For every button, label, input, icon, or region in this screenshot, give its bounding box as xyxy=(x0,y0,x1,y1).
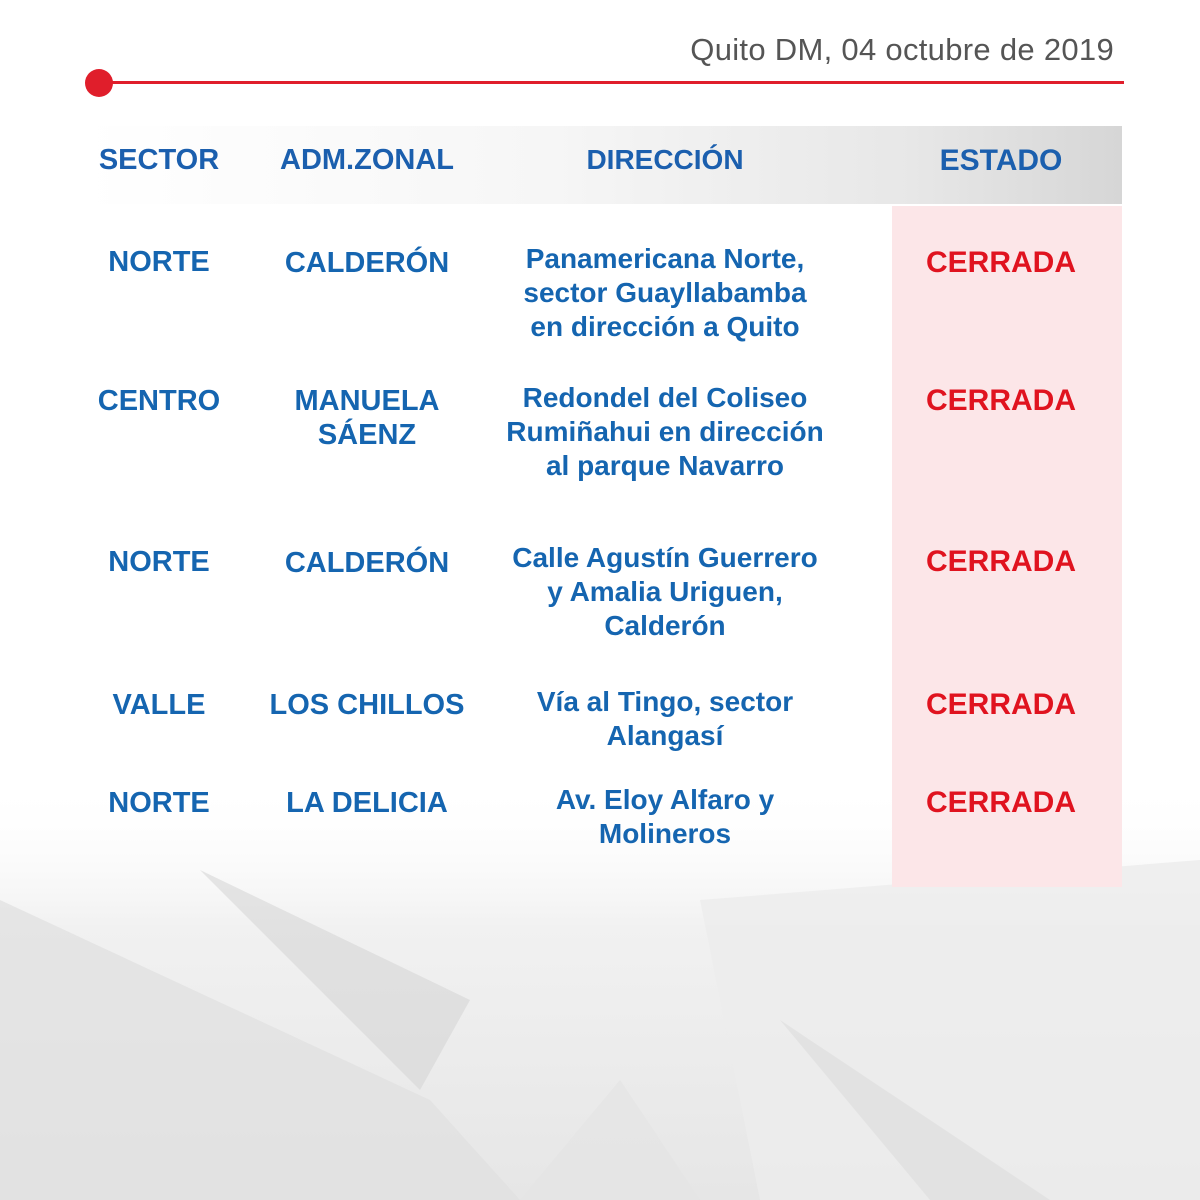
cell-adm-zonal: LOS CHILLOS xyxy=(269,689,465,721)
cell-estado: CERRADA xyxy=(926,384,1076,417)
date-label: Quito DM, 04 octubre de 2019 xyxy=(690,32,1114,67)
cell-direccion: Redondel del Coliseo Rumiñahui en dirección al parque Navarro xyxy=(506,382,824,481)
cell-estado: CERRADA xyxy=(926,545,1076,578)
header-adm-zonal: ADM.ZONAL xyxy=(280,144,454,176)
cell-adm-zonal: LA DELICIA xyxy=(286,787,448,819)
header-estado: ESTADO xyxy=(939,144,1063,177)
cell-adm-zonal: MANUELA SÁENZ xyxy=(294,385,440,451)
header-direccion: DIRECCIÓN xyxy=(586,144,744,175)
cell-direccion: Vía al Tingo, sector Alangasí xyxy=(536,686,794,751)
header-sector: SECTOR xyxy=(98,144,220,176)
cell-estado: CERRADA xyxy=(926,688,1076,721)
timeline-rule xyxy=(100,81,1124,84)
cell-sector: NORTE xyxy=(108,546,210,578)
cell-direccion: Av. Eloy Alfaro y Molineros xyxy=(555,784,775,849)
cell-adm-zonal: CALDERÓN xyxy=(284,547,450,579)
cell-estado: CERRADA xyxy=(926,246,1076,279)
cell-estado: CERRADA xyxy=(926,786,1076,819)
cell-adm-zonal: CALDERÓN xyxy=(284,247,450,279)
cell-direccion: Panamericana Norte, sector Guayllabamba en dirección a Quito xyxy=(523,243,807,342)
cell-sector: NORTE xyxy=(108,787,210,819)
cell-direccion: Calle Agustín Guerrero y Amalia Uriguen, Calderón xyxy=(512,542,818,641)
cell-sector: VALLE xyxy=(112,689,206,721)
cell-sector: CENTRO xyxy=(97,385,221,417)
cell-sector: NORTE xyxy=(108,246,210,278)
